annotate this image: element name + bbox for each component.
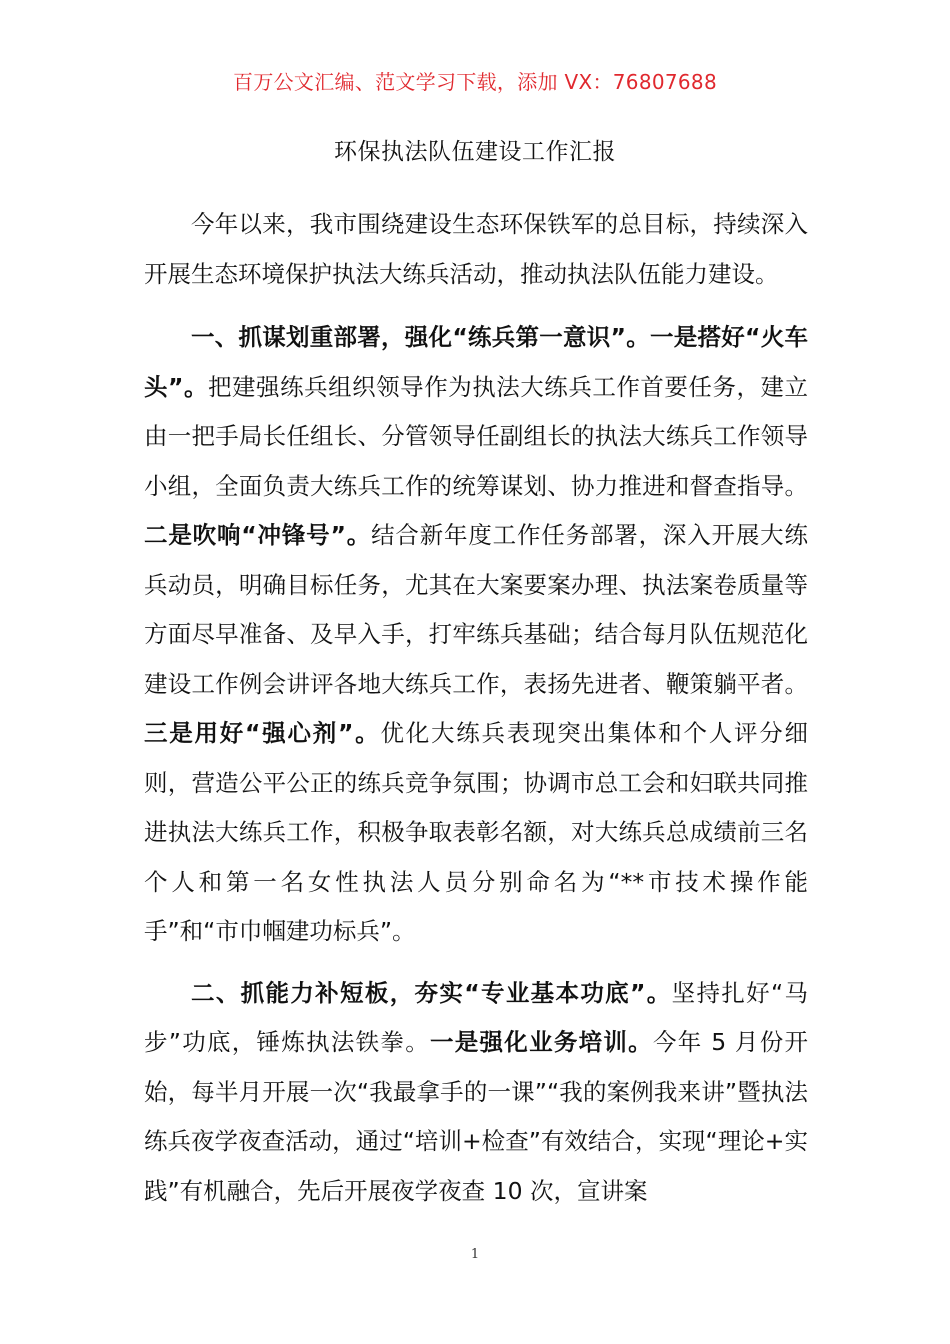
document-title: 环保执法队伍建设工作汇报 [334, 139, 616, 165]
section-1-paragraph [144, 313, 808, 957]
document-body [144, 200, 808, 1216]
section-1-point-3-label: 三是用好“强心剂”。 [144, 719, 381, 747]
intro-paragraph: 今年以来，我市围绕建设生态环保铁军的总目标，持续深入开展生态环境保护执法大练兵活动，推动执法队伍能力建设。 [144, 210, 808, 288]
section-2-point-1-text: 今年 5 月份开始，每半月开展一次“我最拿手的一课”“我的案例我来讲”暨执法练兵夜学夜查活动，通过“培训+检查”有效结合，实现“理论+实践”有机融合，先后开展夜学夜查 10 次，宣讲案 [144, 1028, 808, 1205]
section-1-point-3-text: 优化大练兵表现突出集体和个人评分细则，营造公平公正的练兵竞争氛围；协调市总工会和妇联共同推进执法大练兵工作，积极争取表彰名额，对大练兵总成绩前三名个人和第一名女性执法人员分别命名为“**市技术操作能手”和“市巾帼建功标兵”。 [144, 719, 809, 945]
section-1-point-2-text: 结合新年度工作任务部署，深入开展大练兵动员，明确目标任务，尤其在大案要案办理、执法案卷质量等方面尽早准备、及早入手，打牢练兵基础；结合每月队伍规范化建设工作例会讲评各地大练兵工作，表扬先进者、鞭策躺平者。 [144, 521, 808, 698]
section-2-lead-text: 坚持扎好“马步”功底，锤炼执法铁拳。 [144, 978, 808, 1056]
section-1-point-1-text: 把建强练兵组织领导作为执法大练兵工作首要任务，建立由一把手局长任组长、分管领导任副组长的执法大练兵工作领导小组，全面负责大练兵工作的统筹谋划、协力推进和督查指导。 [144, 372, 809, 500]
page-number: 1 [470, 1247, 480, 1262]
section-2-point-1-label: 一是强化业务培训。 [429, 1028, 653, 1056]
header-notice: 百万公文汇编、范文学习下载，添加 VX：76807688 [233, 70, 717, 94]
section-2-paragraph [144, 969, 808, 1217]
section-1-heading: 一、抓谋划重部署，强化“练兵第一意识”。 [191, 323, 651, 351]
section-2-heading: 二、抓能力补短板，夯实“专业基本功底”。 [191, 978, 672, 1007]
section-1-point-1-label: 一是搭好“火车头”。 [144, 323, 808, 401]
section-1-point-2-label: 二是吹响“冲锋号”。 [144, 521, 372, 549]
